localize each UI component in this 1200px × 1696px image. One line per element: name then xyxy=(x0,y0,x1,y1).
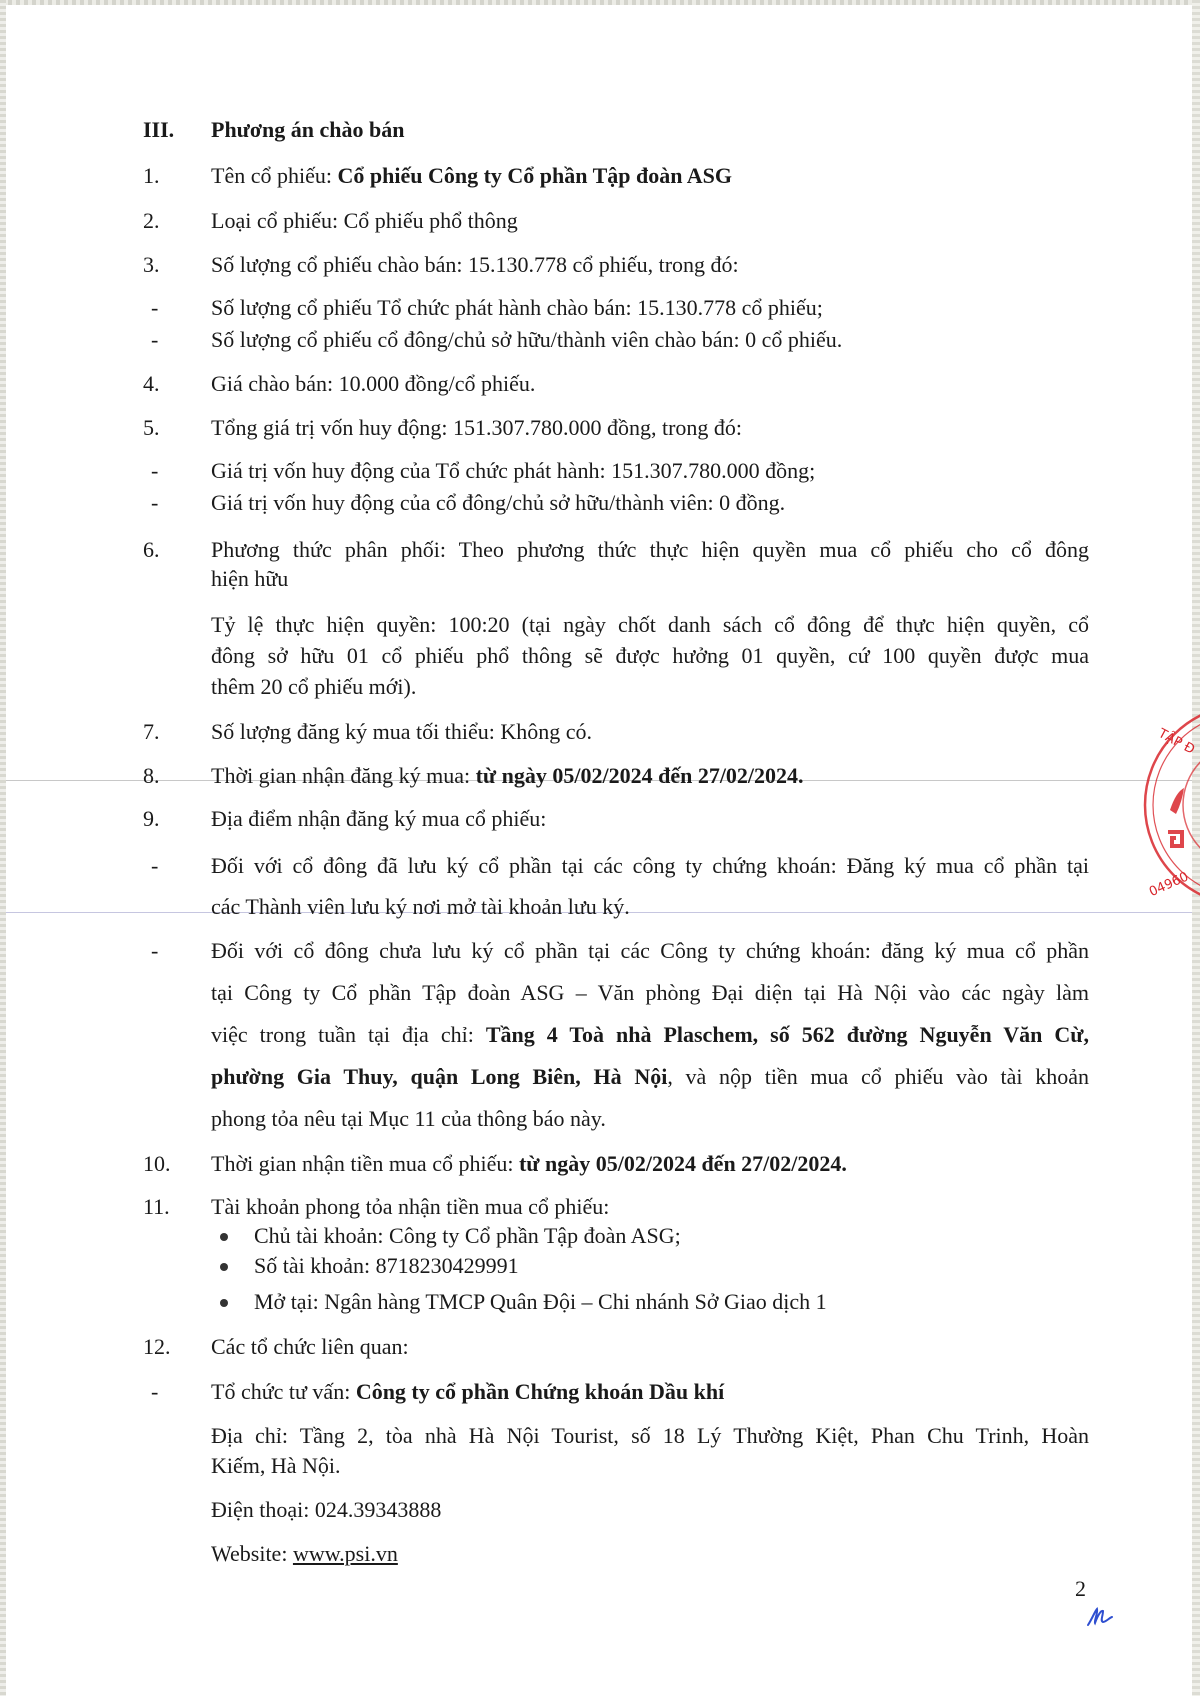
seal-text-top: TẬP Đ xyxy=(1155,726,1198,758)
sub-item-text: Đối với cổ đông đã lưu ký cổ phần tại các công ty chứng khoán: Đăng ký mua cổ phần tại xyxy=(211,853,1089,878)
item-text: Số lượng đăng ký mua tối thiểu: Không có. xyxy=(211,719,593,744)
item-text xyxy=(211,162,732,190)
bullet-text: Chủ tài khoản: Công ty Cổ phần Tập đoàn ASG; xyxy=(254,1223,681,1248)
dash-marker: - xyxy=(151,490,159,515)
item-value: từ ngày 05/02/2024 đến 27/02/2024. xyxy=(518,1151,847,1176)
bullet-icon xyxy=(220,1233,228,1241)
item-number: 5. xyxy=(143,415,160,440)
sub-item-text xyxy=(211,1021,1089,1049)
sub-item-text: Giá trị vốn huy động của cổ đông/chủ sở hữu/thành viên: 0 đồng. xyxy=(211,490,786,515)
item-text: Tài khoản phong tỏa nhận tiền mua cổ phiếu: xyxy=(211,1194,610,1219)
bullet-text: Mở tại: Ngân hàng TMCP Quân Đội – Chi nhánh Sở Giao dịch 1 xyxy=(254,1289,827,1314)
dash-marker: - xyxy=(151,327,159,352)
item-value: Cổ phiếu Công ty Cổ phần Tập đoàn ASG xyxy=(337,163,732,188)
item-value: từ ngày 05/02/2024 đến 27/02/2024. xyxy=(475,763,804,788)
item-text: hiện hữu xyxy=(211,566,289,591)
item-number: 12. xyxy=(143,1334,171,1359)
item-number: 2. xyxy=(143,208,160,233)
dash-marker: - xyxy=(151,938,159,963)
advisor-name: Công ty cổ phần Chứng khoán Dầu khí xyxy=(355,1379,725,1404)
sub-item-text: phong tỏa nêu tại Mục 11 của thông báo này. xyxy=(211,1106,606,1131)
item-text: Loại cổ phiếu: Cổ phiếu phổ thông xyxy=(211,208,518,233)
item-number: 11. xyxy=(143,1194,170,1219)
address-bold: phường Gia Thuy, quận Long Biên, Hà Nội xyxy=(211,1064,668,1089)
dash-marker: - xyxy=(151,458,159,483)
website-text xyxy=(211,1540,398,1568)
bullet-icon xyxy=(220,1263,228,1271)
seal-text-bottom: 04960 xyxy=(1147,869,1191,901)
dash-marker: - xyxy=(151,295,159,320)
address-bold: Tầng 4 Toà nhà Plaschem, số 562 đường Nguyễn Văn Cừ, xyxy=(485,1022,1089,1047)
paragraph-line: thêm 20 cổ phiếu mới). xyxy=(211,674,417,699)
sub-item-text xyxy=(211,1378,724,1406)
item-text: Số lượng cổ phiếu chào bán: 15.130.778 cổ phiếu, trong đó: xyxy=(211,252,739,277)
website-link[interactable]: www.psi.vn xyxy=(292,1541,398,1566)
item-text: Tổng giá trị vốn huy động: 151.307.780.000 đồng, trong đó: xyxy=(211,415,743,440)
sub-item-text: các Thành viên lưu ký nơi mở tài khoản lưu ký. xyxy=(211,894,630,919)
dash-marker: - xyxy=(151,853,159,878)
address-text: Địa chỉ: Tầng 2, tòa nhà Hà Nội Tourist, số 18 Lý Thường Kiệt, Phan Chu Trinh, Hoàn xyxy=(211,1423,1089,1448)
initials-icon xyxy=(1086,1605,1116,1629)
item-label: Tên cổ phiếu: xyxy=(211,163,338,188)
handwritten-initials xyxy=(1086,1605,1116,1634)
bullet-text: Số tài khoản: 8718230429991 xyxy=(254,1253,519,1278)
sub-item-text xyxy=(211,1063,1089,1091)
item-label: Thời gian nhận đăng ký mua: xyxy=(211,763,476,788)
page-number: 2 xyxy=(1075,1576,1086,1601)
sub-item-text: Giá trị vốn huy động của Tổ chức phát hành: 151.307.780.000 đồng; xyxy=(211,458,816,483)
item-number: 7. xyxy=(143,719,160,744)
section-title: Phương án chào bán xyxy=(211,117,405,142)
scan-edge-left xyxy=(0,0,6,1696)
sub-item-text: Đối với cổ đông chưa lưu ký cổ phần tại các Công ty chứng khoán: đăng ký mua cổ phần xyxy=(211,938,1089,963)
scan-edge-top xyxy=(0,0,1200,5)
item-text xyxy=(211,762,804,790)
sub-item-text: tại Công ty Cổ phần Tập đoàn ASG – Văn phòng Đại diện tại Hà Nội vào các ngày làm xyxy=(211,980,1089,1005)
text-run: việc trong tuần tại địa chỉ: xyxy=(211,1022,486,1047)
item-text xyxy=(211,1150,847,1178)
item-number: 10. xyxy=(143,1151,171,1176)
bullet-icon xyxy=(220,1299,228,1307)
item-number: 6. xyxy=(143,537,160,562)
item-number: 9. xyxy=(143,806,160,831)
advisor-label: Tổ chức tư vấn: xyxy=(211,1379,356,1404)
item-label: Thời gian nhận tiền mua cổ phiếu: xyxy=(211,1151,519,1176)
item-number: 8. xyxy=(143,763,160,788)
item-text: Địa điểm nhận đăng ký mua cổ phiếu: xyxy=(211,806,547,831)
item-text: Các tổ chức liên quan: xyxy=(211,1334,409,1359)
paragraph-line: Tỷ lệ thực hiện quyền: 100:20 (tại ngày chốt danh sách cổ đông để thực hiện quyền, cổ xyxy=(211,612,1089,637)
item-number: 4. xyxy=(143,371,160,396)
company-seal xyxy=(1140,700,1200,910)
item-text: Giá chào bán: 10.000 đồng/cổ phiếu. xyxy=(211,371,536,396)
seal-icon xyxy=(1140,700,1200,910)
item-number: 3. xyxy=(143,252,160,277)
item-text: Phương thức phân phối: Theo phương thức thực hiện quyền mua cổ phiếu cho cổ đông xyxy=(211,537,1089,562)
section-number: III. xyxy=(143,117,175,142)
sub-item-text: Số lượng cổ phiếu cổ đông/chủ sở hữu/thành viên chào bán: 0 cổ phiếu. xyxy=(211,327,843,352)
address-text: Kiếm, Hà Nội. xyxy=(211,1453,341,1478)
paragraph-line: đông sở hữu 01 cổ phiếu phổ thông sẽ được hưởng 01 quyền, cứ 100 quyền được mua xyxy=(211,643,1089,668)
phone-text: Điện thoại: 024.39343888 xyxy=(211,1497,442,1522)
item-number: 1. xyxy=(143,163,160,188)
website-label: Website: xyxy=(211,1541,293,1566)
text-run: , và nộp tiền mua cổ phiếu vào tài khoản xyxy=(667,1064,1089,1089)
sub-item-text: Số lượng cổ phiếu Tổ chức phát hành chào bán: 15.130.778 cổ phiếu; xyxy=(211,295,823,320)
dash-marker: - xyxy=(151,1379,159,1404)
